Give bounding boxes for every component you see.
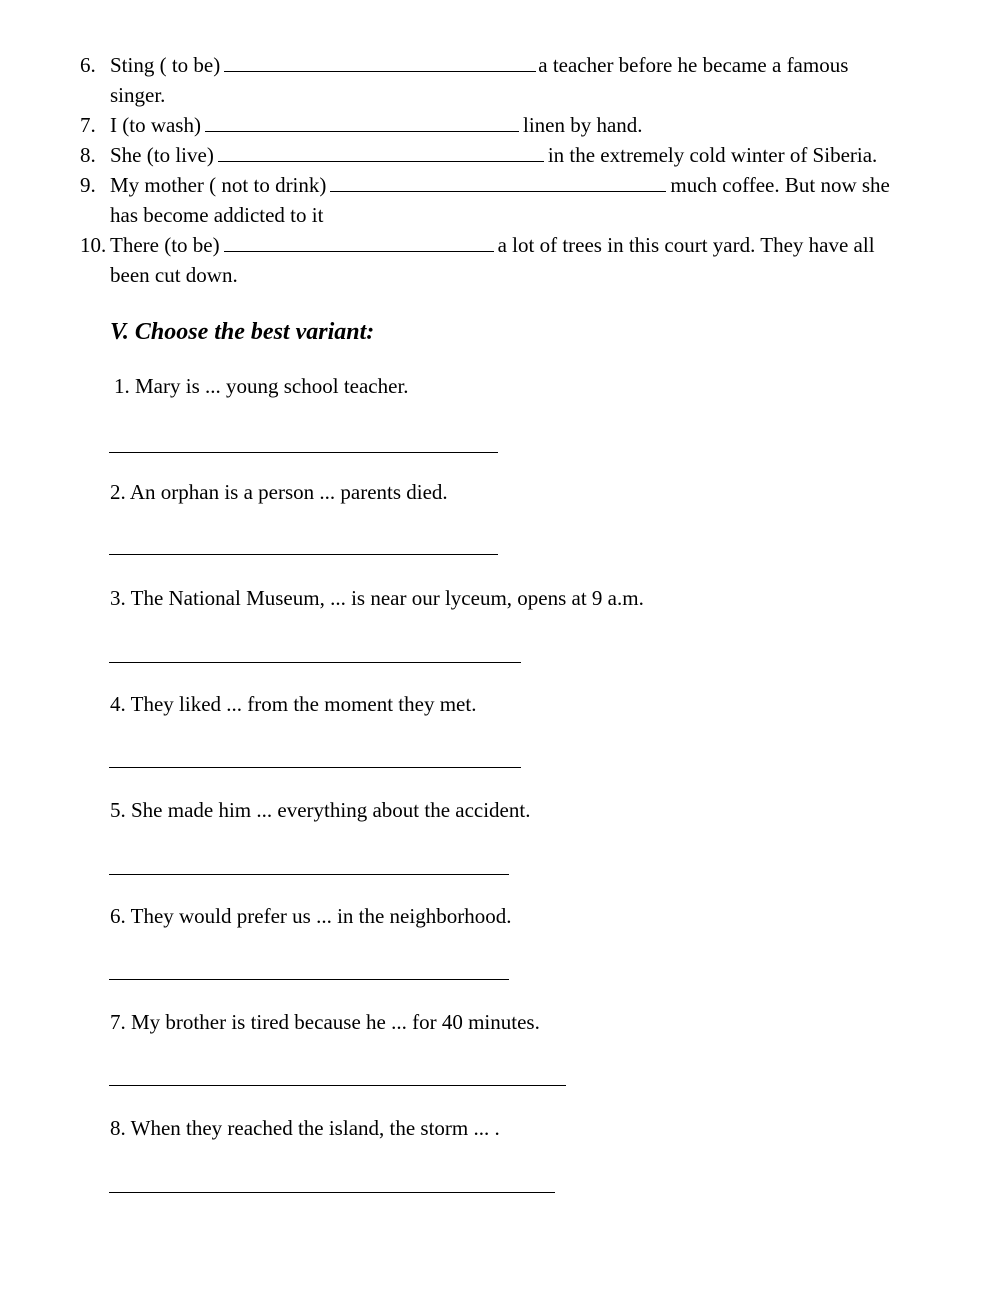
question-text: 8. When they reached the island, the storm ... .	[110, 1116, 500, 1140]
section-heading: V. Choose the best variant:	[110, 319, 375, 345]
answer-line[interactable]	[109, 554, 498, 555]
item-continuation: linen by hand.	[522, 113, 643, 137]
answer-line[interactable]	[109, 1085, 566, 1086]
item-number: 6.	[80, 53, 96, 77]
answer-blank[interactable]	[224, 53, 536, 72]
list-item	[110, 140, 877, 170]
answer-line[interactable]	[109, 979, 509, 980]
list-item	[110, 230, 875, 260]
list-item	[110, 110, 643, 140]
question-text: 2. An orphan is a person ... parents died.	[110, 480, 448, 504]
answer-line[interactable]	[109, 767, 521, 768]
answer-line[interactable]	[109, 662, 521, 663]
item-number: 9.	[80, 173, 96, 197]
question-text: 6. They would prefer us ... in the neighborhood.	[110, 904, 512, 928]
answer-line[interactable]	[109, 1192, 555, 1193]
item-prompt: My mother ( not to drink)	[110, 173, 327, 197]
question-text: 7. My brother is tired because he ... for 40 minutes.	[110, 1010, 540, 1034]
question-text: 1. Mary is ... young school teacher.	[114, 374, 409, 398]
item-prompt: I (to wash)	[110, 113, 201, 137]
question-text: 4. They liked ... from the moment they met.	[110, 692, 477, 716]
item-wrap-text: singer.	[110, 83, 166, 107]
item-prompt: She (to live)	[110, 143, 214, 167]
item-continuation: much coffee. But now she	[670, 173, 890, 197]
item-wrap-text: been cut down.	[110, 263, 238, 287]
question-text: 5. She made him ... everything about the accident.	[110, 798, 531, 822]
item-prompt: Sting ( to be)	[110, 53, 221, 77]
item-wrap-text: has become addicted to it	[110, 203, 324, 227]
item-number: 8.	[80, 143, 96, 167]
list-item	[110, 50, 848, 80]
item-prompt: There (to be)	[110, 233, 220, 257]
answer-blank[interactable]	[218, 143, 544, 162]
answer-blank[interactable]	[205, 113, 519, 132]
item-continuation: a lot of trees in this court yard. They have all	[497, 233, 875, 257]
answer-blank[interactable]	[330, 173, 666, 192]
answer-line[interactable]	[109, 452, 498, 453]
item-number: 7.	[80, 113, 96, 137]
question-text: 3. The National Museum, ... is near our lyceum, opens at 9 a.m.	[110, 586, 644, 610]
item-continuation: in the extremely cold winter of Siberia.	[547, 143, 878, 167]
item-number: 10.	[80, 233, 107, 257]
answer-blank[interactable]	[224, 233, 494, 252]
list-item	[110, 170, 890, 200]
item-continuation: a teacher before he became a famous	[538, 53, 849, 77]
answer-line[interactable]	[109, 874, 509, 875]
